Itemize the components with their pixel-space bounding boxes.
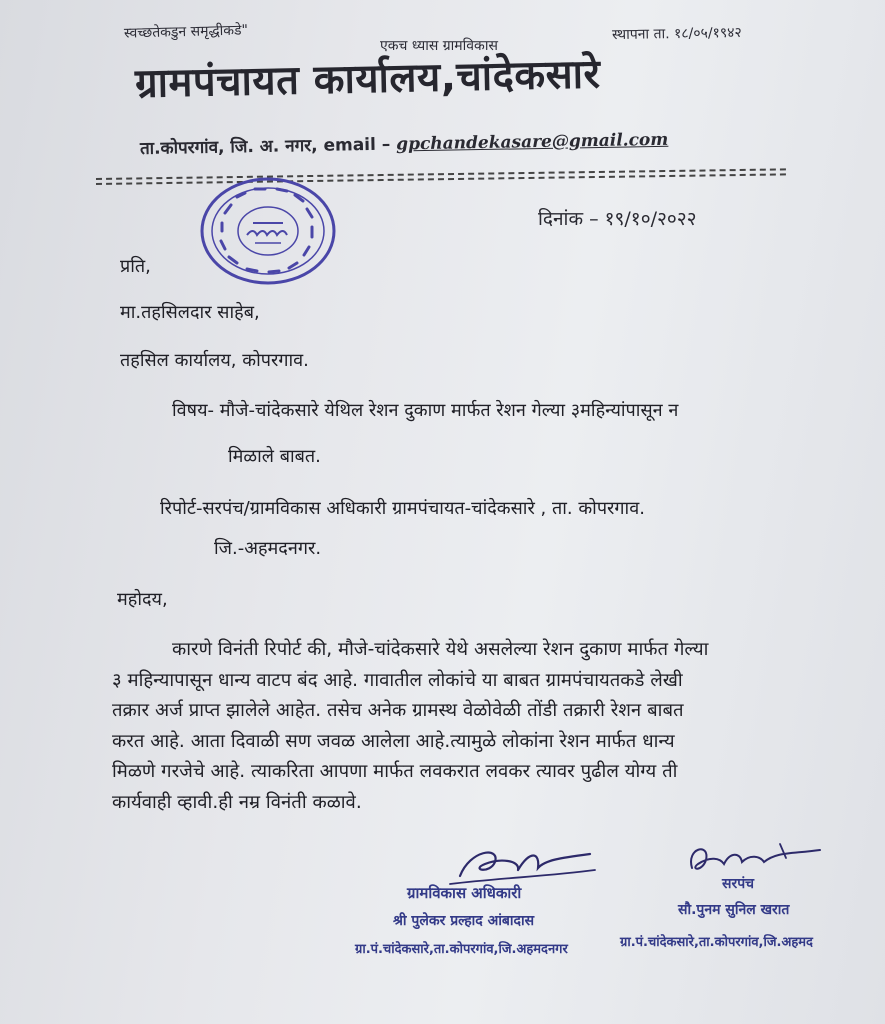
tagline-center: एकच ध्यास ग्रामविकास [380, 38, 498, 54]
sarpanch-name: सौ.पुनम सुनिल खरात [678, 902, 790, 918]
body-line: करत आहे. आता दिवाळी सण जवळ आलेला आहे.त्यामुळे लोकांना रेशन मार्फत धान्य [112, 730, 675, 752]
body-line: मिळणे गरजेचे आहे. त्याकरिता आपणा मार्फत लवकरात लवकर त्यावर पुढील योग्य ती [112, 761, 678, 782]
officer-name: श्री पुलेकर प्रल्हाद आंबादास [393, 913, 535, 929]
recipient-title: मा.तहसिलदार साहेब, [120, 302, 260, 323]
sarpanch-designation: सरपंच [722, 876, 755, 892]
body-line: कार्यवाही व्हावी.ही नम्र विनंती कळावे. [112, 791, 362, 813]
founding-date: स्थापना ता. १८/०५/१९४२ [611, 24, 742, 44]
address-line [140, 127, 669, 159]
body-line: तक्रार अर्ज प्राप्त झालेले आहेत. तसेच अनेक ग्रामस्थ वेळोवेळी तोंडी तक्रारी रेशन बाबत [112, 700, 684, 721]
tagline-left: स्वच्छतेकडुन समृद्धीकडे" [123, 22, 249, 42]
letter-body [112, 635, 807, 818]
salutation: महोदय, [117, 589, 168, 610]
officer-designation: ग्रामविकास अधिकारी [407, 884, 522, 902]
recipient-prefix: प्रति, [120, 256, 151, 277]
officer-address: ग्रा.पं.चांदेकसारे,ता.कोपरगांव,जि.अहमदनगर [355, 942, 568, 957]
office-title: ग्रामपंचायत कार्यालय,चांदेकसारे [134, 51, 601, 107]
subject-line: विषय- मौजे-चांदेकसारे येथिल रेशन दुकाण मार्फत रेशन गेल्या ३महिन्यांपासून न [172, 400, 679, 421]
email-address: gpchandekasare@gmail.com [396, 129, 669, 155]
address-text: ता.कोपरगांव, जि. अ. नगर, email – [139, 134, 397, 159]
sarpanch-address: ग्रा.पं.चांदेकसारे,ता.कोपरगांव,जि.अहमद [620, 935, 813, 950]
sarpanch-signature-block [620, 838, 875, 968]
office-seal-icon [197, 175, 339, 287]
subject-line-continued: मिळाले बाबत. [228, 446, 321, 467]
officer-signature-block [355, 835, 625, 965]
body-line: ३ महिन्यापासून धान्य वाटप बंद आहे. गावातील लोकांचे या बाबत ग्रामपंचायतकडे लेखी [112, 669, 683, 691]
body-line: कारणे विनंती रिपोर्ट की, मौजे-चांदेकसारे येथे असलेल्या रेशन दुकाण मार्फत गेल्या [172, 639, 709, 660]
letter-date: दिनांक – १९/१०/२०२२ [538, 208, 697, 230]
recipient-office: तहसिल कार्यालय, कोपरगाव. [120, 350, 309, 371]
handwritten-signature-icon [680, 838, 830, 882]
report-line-continued: जि.-अहमदनगर. [214, 538, 322, 559]
report-line: रिपोर्ट-सरपंच/ग्रामविकास अधिकारी ग्रामपंचायत-चांदेकसारे , ता. कोपरगाव. [160, 498, 645, 519]
